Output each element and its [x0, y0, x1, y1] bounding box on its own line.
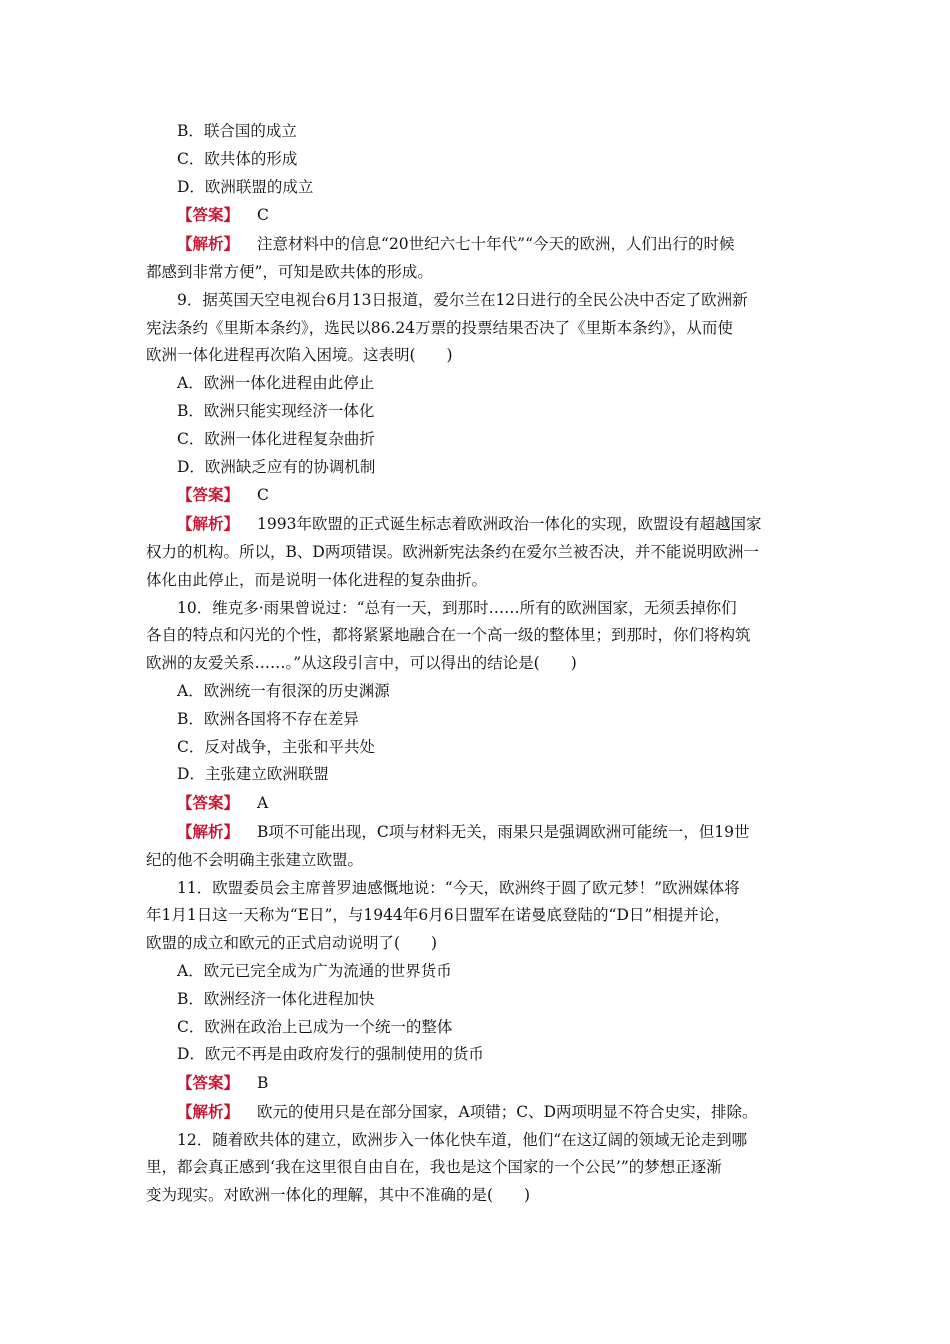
paragraph-line: 变为现实。对欧洲一体化的理解，其中不准确的是( ): [146, 1186, 531, 1205]
answer-value: C: [257, 486, 269, 505]
analysis-line: [146, 510, 814, 539]
paragraph-line: 欧洲的友爱关系……。”从这段引言中，可以得出的结论是( ): [146, 654, 577, 673]
paragraph-line: 欧洲一体化进程再次陷入困境。这表明( ): [146, 346, 453, 365]
analysis-tag: 【解析】: [177, 1101, 240, 1121]
answer-value: C: [257, 206, 269, 225]
paragraph-line: 各自的特点和闪光的个性，都将紧紧地融合在一个高一级的整体里；到那时，你们将构筑: [146, 626, 751, 645]
analysis-line: [146, 1098, 814, 1127]
analysis-line: [146, 818, 814, 847]
paragraph-line: 体化由此停止，而是说明一体化进程的复杂曲折。: [146, 570, 488, 589]
answer-option: B．欧洲经济一体化进程加快: [177, 989, 375, 1008]
paragraph-line: 欧盟的成立和欧元的正式启动说明了( ): [146, 934, 438, 953]
question-text: 10．维克多·雨果曾说过：“总有一天，到那时……所有的欧洲国家，无须丢掉你们: [177, 598, 737, 617]
answer-option: C．欧洲在政治上已成为一个统一的整体: [177, 1017, 453, 1036]
answer-value: A: [257, 794, 269, 813]
answer-option: A．欧洲统一有很深的历史渊源: [177, 681, 390, 700]
answer-line: [146, 481, 814, 510]
analysis-tag: 【解析】: [177, 821, 240, 841]
answer-option: A．欧元已完全成为广为流通的世界货币: [177, 961, 452, 980]
paragraph-line: 都感到非常方便”，可知是欧共体的形成。: [146, 262, 433, 281]
answer-option: D．欧洲缺乏应有的协调机制: [177, 457, 376, 476]
question-text: 11．欧盟委员会主席普罗迪感慨地说：“今天，欧洲终于圆了欧元梦！”欧洲媒体将: [177, 878, 740, 897]
answer-line: [146, 789, 814, 818]
analysis-text: 注意材料中的信息“20世纪六七十年代”“今天的欧洲，人们出行的时候: [257, 235, 735, 254]
analysis-text: B项不可能出现，C项与材料无关，雨果只是强调欧洲可能统一，但19世: [257, 822, 750, 841]
answer-option: A．欧洲一体化进程由此停止: [177, 374, 375, 393]
paragraph-line: 权力的机构。所以，B、D两项错误。欧洲新宪法条约在爱尔兰被否决，并不能说明欧洲一: [146, 542, 759, 561]
answer-option: B．联合国的成立: [177, 122, 297, 140]
answer-tag: 【答案】: [177, 1073, 240, 1093]
analysis-tag: 【解析】: [177, 234, 240, 254]
paragraph-line: 里，都会真正感到‘我在这里很自由自在，我也是这个国家的一个公民’”的梦想正逐渐: [146, 1158, 722, 1177]
question-text: 12．随着欧共体的建立，欧洲步入一体化快车道，他们“在这辽阔的领域无论走到哪: [177, 1130, 748, 1149]
answer-line: [146, 201, 814, 230]
answer-option: C．欧共体的形成: [177, 149, 298, 168]
document-body: [146, 118, 814, 1210]
answer-option: C．欧洲一体化进程复杂曲折: [177, 429, 375, 448]
paragraph-line: 纪的他不会明确主张建立欧盟。: [146, 850, 364, 869]
question-text: 9．据英国天空电视台6月13日报道，爱尔兰在12日进行的全民公决中否定了欧洲新: [177, 290, 748, 309]
answer-option: D．欧元不再是由政府发行的强制使用的货币: [177, 1045, 484, 1064]
analysis-tag: 【解析】: [177, 514, 240, 534]
answer-tag: 【答案】: [177, 485, 240, 505]
answer-option: C．反对战争，主张和平共处: [177, 737, 375, 756]
answer-value: B: [257, 1074, 269, 1093]
analysis-text: 1993年欧盟的正式诞生标志着欧洲政治一体化的实现，欧盟设有超越国家: [257, 515, 762, 534]
paragraph-line: 年1月1日这一天称为“E日”，与1944年6月6日盟军在诺曼底登陆的“D日”相提并论，: [146, 906, 730, 925]
analysis-text: 欧元的使用只是在部分国家，A项错；C、D两项明显不符合史实，排除。: [257, 1102, 758, 1121]
answer-tag: 【答案】: [177, 793, 240, 813]
answer-option: D．主张建立欧洲联盟: [177, 765, 329, 784]
analysis-line: [146, 230, 814, 259]
answer-option: B．欧洲只能实现经济一体化: [177, 401, 375, 420]
answer-option: D．欧洲联盟的成立: [177, 177, 314, 196]
paragraph-line: 宪法条约《里斯本条约》，选民以86.24万票的投票结果否决了《里斯本条约》，从而使: [146, 318, 733, 337]
answer-tag: 【答案】: [177, 205, 240, 225]
answer-line: [146, 1069, 814, 1098]
answer-option: B．欧洲各国将不存在差异: [177, 709, 359, 728]
